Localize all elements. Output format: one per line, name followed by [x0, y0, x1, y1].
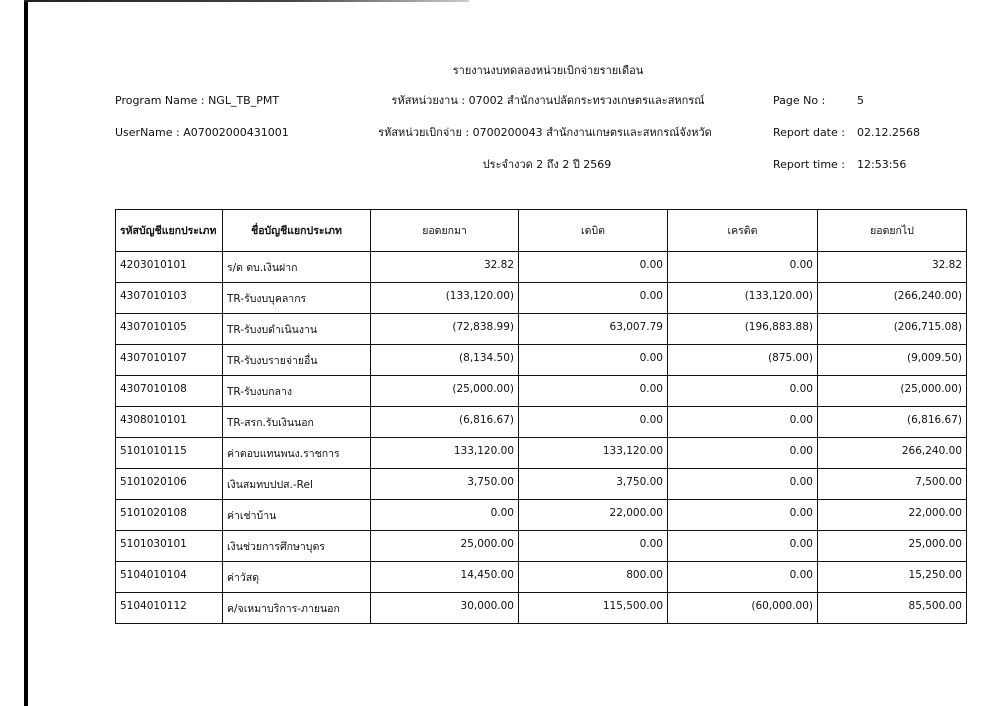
account-name: TR-รับงบดำเนินงาน: [223, 314, 371, 345]
debit: 0.00: [519, 376, 668, 407]
table-row: [116, 593, 967, 624]
carried-forward: 22,000.00: [818, 500, 967, 531]
carried-forward: 85,500.00: [818, 593, 967, 624]
debit: 133,120.00: [519, 438, 668, 469]
debit: 22,000.00: [519, 500, 668, 531]
brought-forward: (25,000.00): [371, 376, 519, 407]
username-value: A07002000431001: [183, 126, 289, 139]
table-row: [116, 376, 967, 407]
page-left-border: [24, 0, 28, 706]
table-row: [116, 283, 967, 314]
debit: 800.00: [519, 562, 668, 593]
credit: 0.00: [668, 376, 818, 407]
period-line: ประจำงวด 2 ถึง 2 ปี 2569: [482, 158, 612, 171]
account-name: ค่าเช่าบ้าน: [223, 500, 371, 531]
username-label: UserName :: [115, 126, 180, 139]
credit: 0.00: [668, 438, 818, 469]
credit: (133,120.00): [668, 283, 818, 314]
account-code: 4203010101: [116, 252, 223, 283]
table-row: [116, 345, 967, 376]
carried-forward: (206,715.08): [818, 314, 967, 345]
debit: 63,007.79: [519, 314, 668, 345]
brought-forward: 3,750.00: [371, 469, 519, 500]
report-date-value: 02.12.2568: [857, 126, 920, 139]
debit: 0.00: [519, 252, 668, 283]
page-top-border: [24, 0, 469, 2]
account-name: เงินสมทบปปส.-Rel: [223, 469, 371, 500]
debit: 0.00: [519, 407, 668, 438]
credit: (60,000.00): [668, 593, 818, 624]
column-header-debit: เดบิต: [519, 210, 668, 252]
brought-forward: 0.00: [371, 500, 519, 531]
account-name: ค่าตอบแทนพนง.ราชการ: [223, 438, 371, 469]
page-no-label: Page No :: [773, 94, 826, 107]
table-row: [116, 469, 967, 500]
column-header-carried-forward: ยอดยกไป: [818, 210, 967, 252]
program-name: [115, 94, 279, 108]
report-date-label: Report date :: [773, 126, 845, 139]
credit: 0.00: [668, 469, 818, 500]
account-name: ร/ด ดบ.เงินฝาก: [223, 252, 371, 283]
brought-forward: 30,000.00: [371, 593, 519, 624]
column-header-account-code: รหัสบัญชีแยกประเภท: [116, 210, 223, 252]
account-name: ค่าวัสดุ: [223, 562, 371, 593]
brought-forward: 32.82: [371, 252, 519, 283]
credit: 0.00: [668, 531, 818, 562]
brought-forward: (72,838.99): [371, 314, 519, 345]
account-name: ค/จเหมาบริการ-ภายนอก: [223, 593, 371, 624]
credit: 0.00: [668, 252, 818, 283]
account-code: 5104010104: [116, 562, 223, 593]
brought-forward: 14,450.00: [371, 562, 519, 593]
brought-forward: (133,120.00): [371, 283, 519, 314]
table-row: [116, 438, 967, 469]
account-code: 5101020106: [116, 469, 223, 500]
credit: 0.00: [668, 407, 818, 438]
debit: 3,750.00: [519, 469, 668, 500]
credit: (875.00): [668, 345, 818, 376]
credit: 0.00: [668, 500, 818, 531]
table-row: [116, 531, 967, 562]
account-name: TR-สรก.รับเงินนอก: [223, 407, 371, 438]
account-name: TR-รับงบรายจ่ายอื่น: [223, 345, 371, 376]
carried-forward: 15,250.00: [818, 562, 967, 593]
report-time-value: 12:53:56: [857, 158, 907, 171]
column-header-credit: เครดิต: [668, 210, 818, 252]
column-header-account-name: ชื่อบัญชีแยกประเภท: [223, 210, 371, 252]
credit: 0.00: [668, 562, 818, 593]
debit: 0.00: [519, 531, 668, 562]
carried-forward: (9,009.50): [818, 345, 967, 376]
account-code: 5101020108: [116, 500, 223, 531]
table-row: [116, 500, 967, 531]
table-row: [116, 314, 967, 345]
table-header-row: [116, 210, 967, 252]
account-code: 5101030101: [116, 531, 223, 562]
brought-forward: 133,120.00: [371, 438, 519, 469]
table-row: [116, 562, 967, 593]
brought-forward: 25,000.00: [371, 531, 519, 562]
account-code: 4307010107: [116, 345, 223, 376]
carried-forward: (266,240.00): [818, 283, 967, 314]
account-code: 5101010115: [116, 438, 223, 469]
brought-forward: (6,816.67): [371, 407, 519, 438]
carried-forward: (25,000.00): [818, 376, 967, 407]
debit: 0.00: [519, 345, 668, 376]
program-name-value: NGL_TB_PMT: [208, 94, 280, 107]
account-code: 4307010103: [116, 283, 223, 314]
program-name-label: Program Name :: [115, 94, 205, 107]
table-row: [116, 252, 967, 283]
agency-line: รหัสหน่วยงาน : 07002 สำนักงานปลัดกระทรวงเกษตรและสหกรณ์: [391, 94, 705, 107]
disbursing-unit-line: รหัสหน่วยเบิกจ่าย : 0700200043 สำนักงานเกษตรและสหกรณ์จังหวัด: [378, 126, 712, 139]
account-name: TR-รับงบบุคลากร: [223, 283, 371, 314]
page-no-value: 5: [857, 94, 864, 107]
carried-forward: (6,816.67): [818, 407, 967, 438]
carried-forward: 32.82: [818, 252, 967, 283]
trial-balance-table: [115, 209, 967, 624]
debit: 115,500.00: [519, 593, 668, 624]
brought-forward: (8,134.50): [371, 345, 519, 376]
report-time-label: Report time :: [773, 158, 846, 171]
carried-forward: 25,000.00: [818, 531, 967, 562]
credit: (196,883.88): [668, 314, 818, 345]
account-name: TR-รับงบกลาง: [223, 376, 371, 407]
carried-forward: 7,500.00: [818, 469, 967, 500]
account-code: 4308010101: [116, 407, 223, 438]
account-code: 5104010112: [116, 593, 223, 624]
account-name: เงินช่วยการศึกษาบุตร: [223, 531, 371, 562]
column-header-brought-forward: ยอดยกมา: [371, 210, 519, 252]
carried-forward: 266,240.00: [818, 438, 967, 469]
table-row: [116, 407, 967, 438]
account-code: 4307010105: [116, 314, 223, 345]
account-code: 4307010108: [116, 376, 223, 407]
report-title: รายงานงบทดลองหน่วยเบิกจ่ายรายเดือน: [452, 64, 644, 77]
username: [115, 126, 289, 140]
debit: 0.00: [519, 283, 668, 314]
